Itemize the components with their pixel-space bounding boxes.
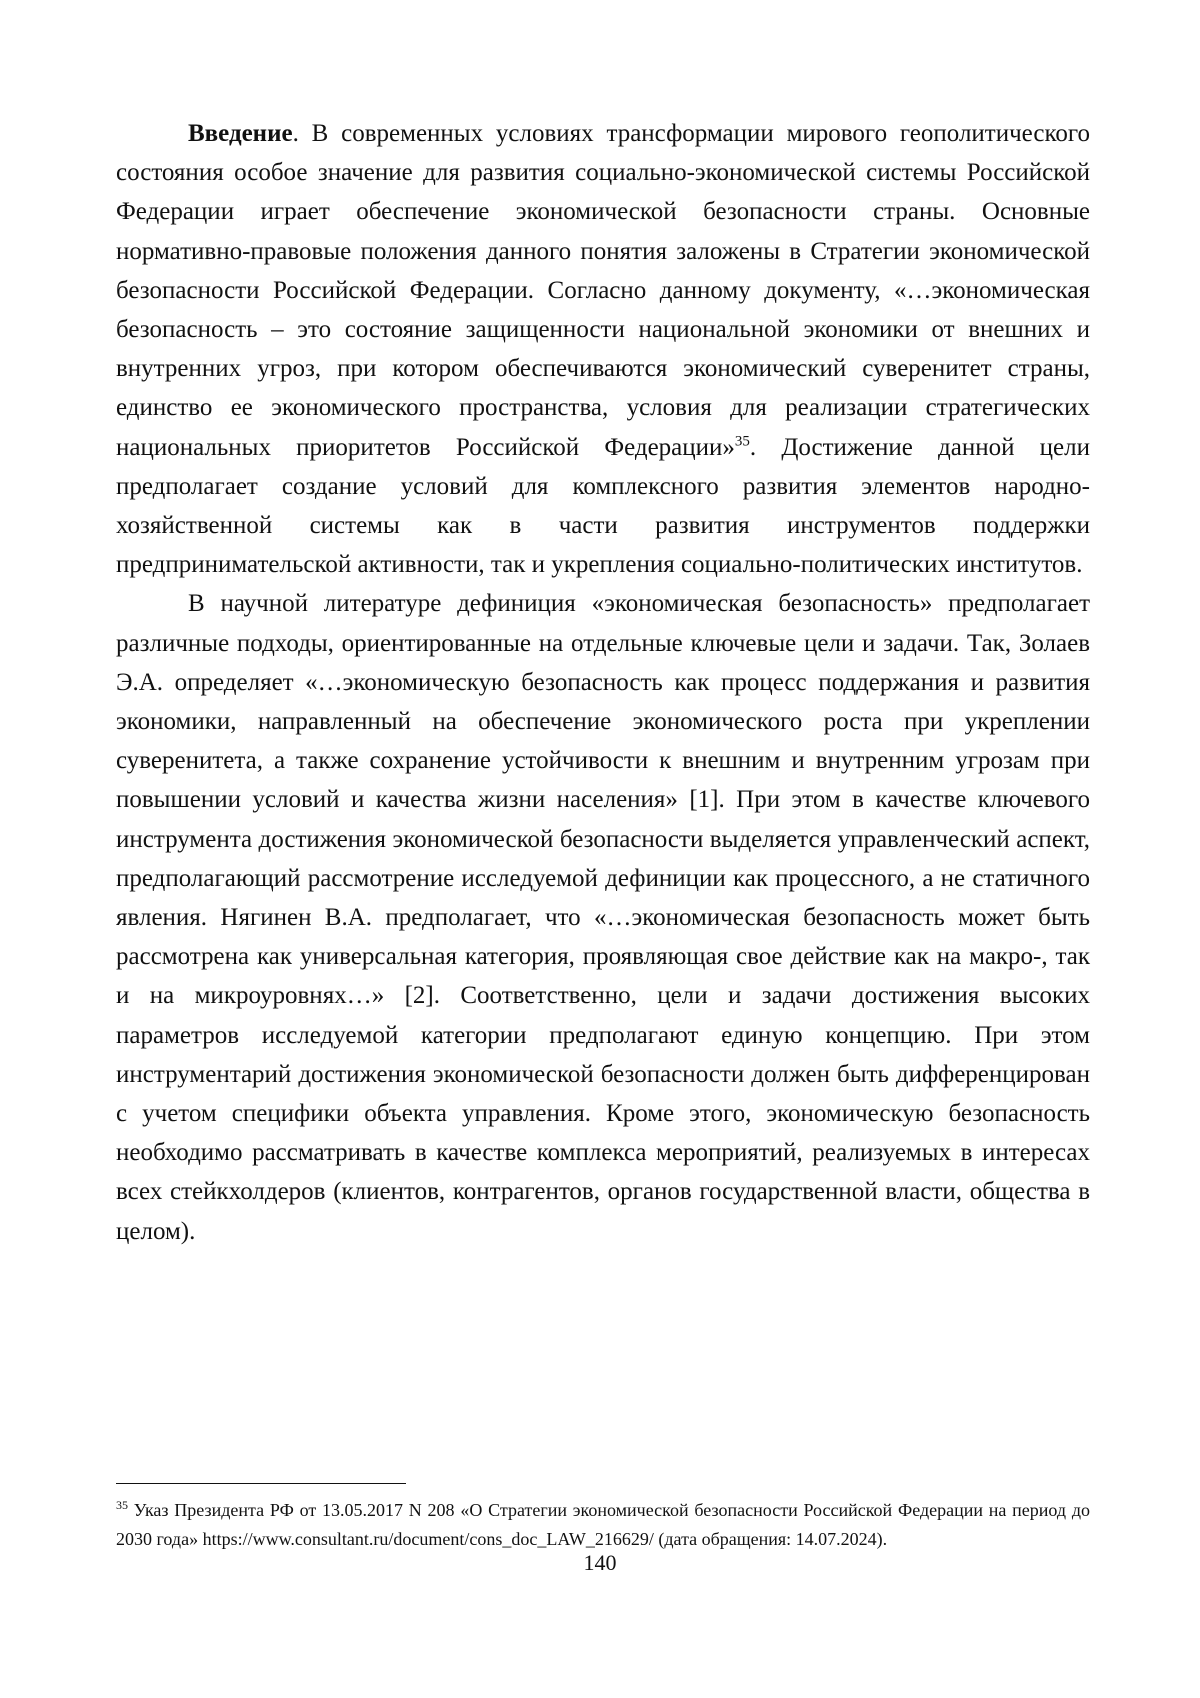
footnote-separator: [116, 1483, 406, 1484]
introduction-heading: Введение: [188, 120, 293, 147]
footnote-text: Указ Президента РФ от 13.05.2017 N 208 «О Стратегии экономической безопасности Российской Федерации на период до 2030 года» https://www.consultant.ru/document/cons_doc_LAW_216629/ (дата обращения: 14.07.2024).: [116, 1500, 1090, 1549]
paragraph-literature: В научной литературе дефиниция «экономическая безопасность» предполагает различные подходы, ориентированные на отдельные ключевые цели и задачи. Так, Золаев Э.А. определяет «…экономическую безопасность как процесс поддержания и развития экономики, направленный на обеспечение экономического роста при укреплении суверенитета, а также сохранение устойчивости к внешним и внутренним угрозам при повышении условий и качества жизни населения» [1]. При этом в качестве ключевого инструмента достижения экономической безопасности выделяется управленческий аспект, предполагающий рассмотрение исследуемой дефиниции как процессного, а не статичного явления. Нягинен В.А. предполагает, что «…экономическая безопасность может быть рассмотрена как универсальная категория, проявляющая свое действие как на макро-, так и на микроуровнях…» [2]. Соответственно, цели и задачи достижения высоких параметров исследуемой категории предполагают единую концепцию. При этом инструментарий достижения экономической безопасности должен быть дифференцирован с учетом специфики объекта управления. Кроме этого, экономическую безопасность необходимо рассматривать в качестве комплекса мероприятий, реализуемых в интересах всех стейкхолдеров (клиентов, контрагентов, органов государственной власти, общества в целом).: [116, 590, 1090, 1245]
footnote: [116, 1496, 1090, 1554]
page-number: 140: [583, 1550, 617, 1575]
paragraph-text: . Достижение данной цели предполагает создание условий для комплексного развития элементов народно-хозяйственной системы как в части развития инструментов поддержки предпринимательской активности, так и укрепления социально-политических институтов.: [116, 433, 1090, 579]
footnote-reference[interactable]: 35: [734, 433, 750, 450]
footnote-mark: 35: [116, 1498, 128, 1512]
paragraph-introduction: [116, 114, 1090, 584]
paragraph-text: . В современных условиях трансформации мирового геополитического состояния особое значение для развития социально-экономической системы Российской Федерации играет обеспечение экономической безопасности страны. Основные нормативно-правовые положения данного понятия заложены в Стратегии экономической безопасности Российской Федерации. Согласно данному документу, «…экономическая безопасность – это состояние защищенности национальной экономики от внешних и внутренних угроз, при котором обеспечиваются экономический суверенитет страны, единство ее экономического пространства, условия для реализации стратегических национальных приоритетов Российской Федерации»: [116, 120, 1090, 461]
body-text: [116, 114, 1090, 1251]
